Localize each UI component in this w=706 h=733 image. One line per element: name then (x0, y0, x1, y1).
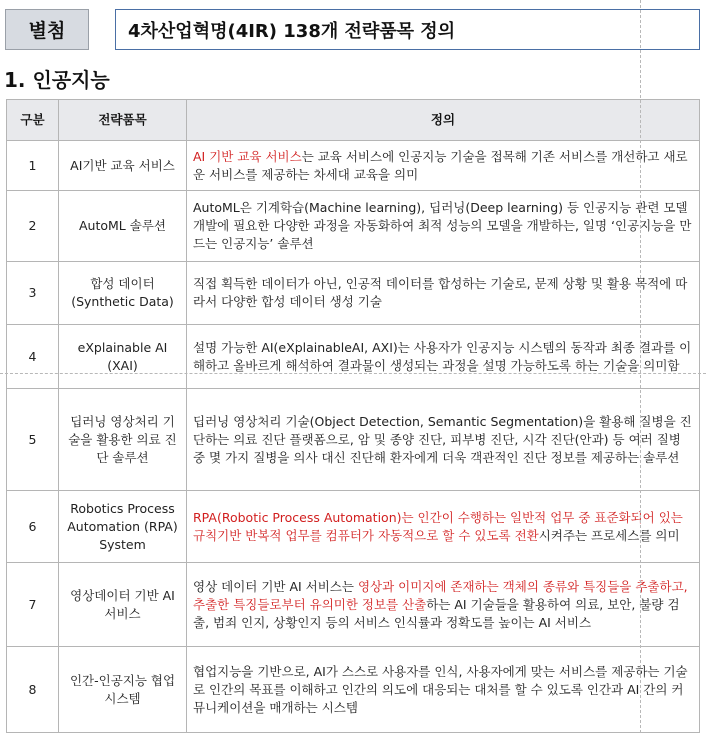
definition-text: 영상 데이터 기반 AI 서비스는 (193, 578, 358, 594)
horizontal-guide-line (0, 373, 706, 374)
row-number: 2 (7, 191, 59, 262)
section-title: 1. 인공지능 (4, 68, 110, 92)
highlight-text: AI 기반 교육 서비스 (193, 148, 302, 164)
item-name: 영상데이터 기반 AI 서비스 (59, 563, 187, 647)
table-row (7, 325, 700, 389)
table-row (7, 491, 700, 563)
highlight-text: 영상과 이미지에 존재하는 객체의 종류와 특징들을 추출하고, 추출한 특징들로부터 유의미한 정보를 산출 (193, 578, 688, 612)
item-definition (187, 491, 700, 563)
item-definition (187, 141, 700, 191)
item-name: AutoML 솔루션 (59, 191, 187, 262)
item-name: eXplainable AI (XAI) (59, 325, 187, 389)
table-row (7, 191, 700, 262)
definition-text: 는 교육 서비스에 인공지능 기술을 접목해 기존 서비스를 개선하고 새로운 서비스를 제공하는 차세대 교육을 의미 (193, 148, 688, 182)
document-title: 4차산업혁명(4IR) 138개 전략품목 정의 (115, 9, 700, 50)
strategy-items-table (6, 99, 700, 733)
item-definition: AutoML은 기계학습(Machine learning), 딥러닝(Deep learning) 등 인공지능 관련 모델 개발에 필요한 다양한 과정을 자동화하여 최적 성능의 모델을 개발하는, 일명 ‘인공지능을 만드는 인공지능’ 솔루션 (187, 191, 700, 262)
item-definition: 협업지능을 기반으로, AI가 스스로 사용자를 인식, 사용자에게 맞는 서비스를 제공하는 기술로 인간의 목표를 이해하고 인간의 의도에 대응되는 대처를 할 수 있도록 인간과 AI 간의 커뮤니케이션을 매개하는 시스템 (187, 647, 700, 733)
column-header-definition: 정의 (187, 100, 700, 141)
row-number: 7 (7, 563, 59, 647)
item-definition: 직접 획득한 데이터가 아닌, 인공적 데이터를 합성하는 기술로, 문제 상황 및 활용 목적에 따라서 다양한 합성 데이터 생성 기술 (187, 262, 700, 325)
definition-text: 시켜주는 프로세스를 의미 (538, 527, 680, 543)
table-header-row (7, 100, 700, 141)
item-name: AI기반 교육 서비스 (59, 141, 187, 191)
highlight-text: RPA(Robotic Process Automation)는 인간이 수행하는 일반적 업무 중 표준화되어 있는 규칙기반 반복적 업무를 컴퓨터가 자동적으로 할 수 있도록 전환 (193, 509, 683, 543)
row-number: 8 (7, 647, 59, 733)
item-name: 합성 데이터(Synthetic Data) (59, 262, 187, 325)
attachment-badge: 별첨 (5, 9, 89, 50)
table-row (7, 647, 700, 733)
item-definition: 설명 가능한 AI(eXplainableAI, AXI)는 사용자가 인공지능 시스템의 동작과 최종 결과를 이해하고 올바르게 해석하여 결과물이 생성되는 과정을 설명 가능하도록 하는 기술을 의미함 (187, 325, 700, 389)
table-row (7, 141, 700, 191)
table-row (7, 389, 700, 491)
item-name: 딥러닝 영상처리 기술을 활용한 의료 진단 솔루션 (59, 389, 187, 491)
item-name: 인간-인공지능 협업 시스템 (59, 647, 187, 733)
item-definition (187, 563, 700, 647)
row-number: 4 (7, 325, 59, 389)
row-number: 6 (7, 491, 59, 563)
table-row (7, 262, 700, 325)
row-number: 1 (7, 141, 59, 191)
table-row (7, 563, 700, 647)
column-header-item: 전략품목 (59, 100, 187, 141)
item-name: Robotics Process Automation (RPA) System (59, 491, 187, 563)
definition-text: 하는 AI 기술들을 활용하여 의료, 보안, 불량 검출, 범죄 인지, 상황인지 등의 서비스 인식률과 정확도를 높이는 AI 서비스 (193, 596, 680, 630)
column-header-no: 구분 (7, 100, 59, 141)
row-number: 5 (7, 389, 59, 491)
row-number: 3 (7, 262, 59, 325)
vertical-guide-line (640, 0, 641, 733)
item-definition: 딥러닝 영상처리 기술(Object Detection, Semantic Segmentation)을 활용해 질병을 진단하는 의료 진단 플랫폼으로, 암 및 종양 진단, 피부병 진단, 시각 진단(안과) 등 여러 질병 중 몇 가지 질병을 의사 대신 진단해 환자에게 더욱 객관적인 진단 정보를 제공하는 솔루션 (187, 389, 700, 491)
